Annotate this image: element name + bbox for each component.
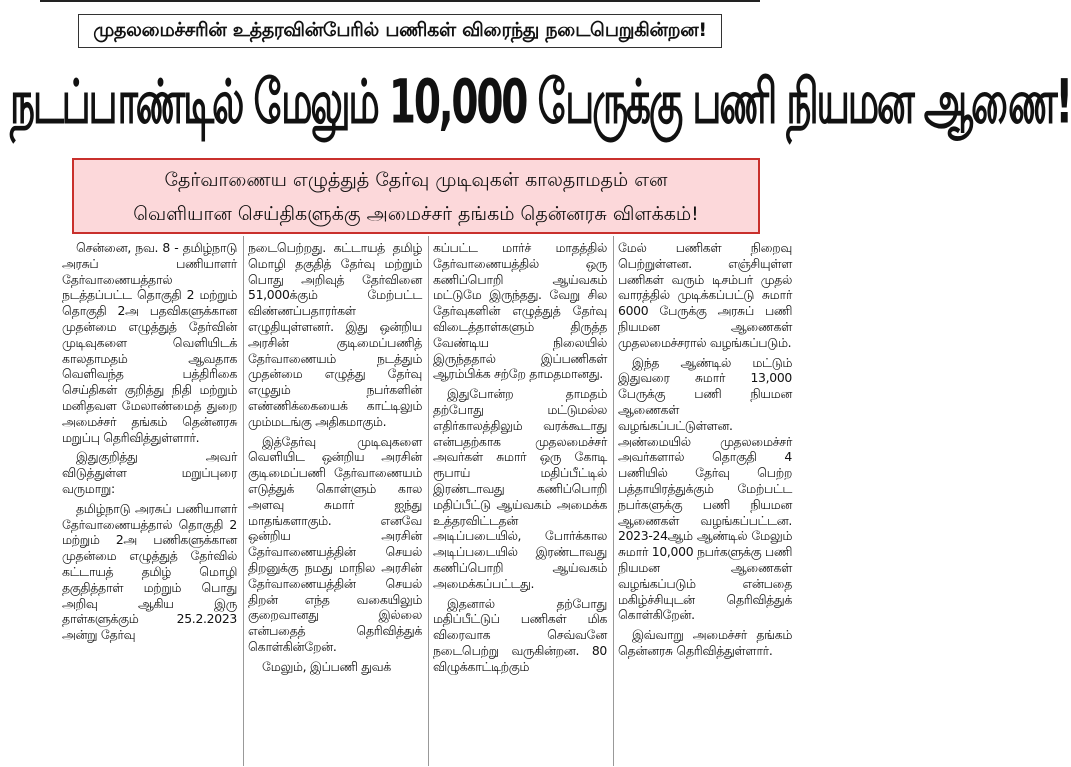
- article-column-1: [58, 236, 243, 766]
- paragraph: கப்பட்ட மார்ச் மாதத்தில் தேர்வாணையத்தில் ஒரு கணிப்பொறி ஆய்வகம் மட்டுமே இருந்தது. வேறு சில தேர்வுகளின் எழுத்துத் தேர்வு விடைத்தாள்களும் திருத்த வேண்டிய நிலையில் இருந்ததால் இப்பணிகள் ஆரம்பிக்க சற்றே தாமதமானது.: [433, 240, 607, 382]
- paragraph: தமிழ்நாடு அரசுப் பணியாளர் தேர்வாணையத்தால் தொகுதி 2 மற்றும் 2அ பணிகளுக்கான முதன்மை எழுத்துத் தேர்வில் கட்டாயத் தமிழ் மொழி தகுதித்தாள் மற்றும் பொது அறிவு ஆகிய இரு தாள்களுக்கும் 25.2.2023 அன்று தேர்வு: [62, 500, 237, 643]
- top-rule: [40, 0, 760, 8]
- paragraph: இவ்வாறு அமைச்சர் தங்கம் தென்னரசு தெரிவித்துள்ளார்.: [618, 627, 792, 658]
- paragraph: மேலும், இப்பணி துவக்: [262, 658, 391, 674]
- kicker: முதலமைச்சரின் உத்தரவின்பேரில் பணிகள் விரைந்து நடைபெறுகின்றன!: [78, 14, 722, 48]
- paragraph: இதனால் தற்போது மதிப்பீட்டுப் பணிகள் மிக விரைவாக செவ்வனே நடைபெற்று வருகின்றன. 80 விழுக்காட்டிற்கும்: [433, 595, 607, 674]
- article-column-2: [243, 236, 428, 766]
- headline: நடப்பாண்டில் மேலும் 10,000 பேருக்கு பணி நியமன ஆணை!: [10, 68, 1071, 139]
- paragraph: இந்த ஆண்டில் மட்டும் இதுவரை சுமார் 13,000 பேருக்கு பணி நியமன ஆணைகள் வழங்கப்பட்டுள்ளன. அண்மையில் முதலமைச்சர் அவர்களால் தொகுதி 4 பணியில் தேர்வு பெற்ற பத்தாயிரத்துக்கும் மேற்பட்ட நபர்களுக்கு பணி நியமன ஆணைகள் வழங்கப்பட்டன. 2023-24ஆம் ஆண்டில் மேலும் சுமார் 10,000 நபர்களுக்கு பணி நியமன ஆணைகள் வழங்கப்படும் என்பதை மகிழ்ச்சியுடன் தெரிவித்துக் கொள்கிறேன்.: [618, 354, 792, 623]
- paragraph: இதுபோன்ற தாமதம் தற்போது மட்டுமல்ல எதிர்காலத்திலும் வரக்கூடாது என்பதற்காக முதலமைச்சர் அவர்கள் சுமார் ஒரு கோடி ரூபாய் மதிப்பீட்டில் இரண்டாவது கணிப்பொறி மதிப்பீட்டு ஆய்வகம் அமைக்க உத்தரவிட்டதன் அடிப்படையில், போர்க்கால அடிப்படையில் இரண்டாவது கணிப்பொறி ஆய்வகம் அமைக்கப்பட்டது.: [433, 386, 607, 591]
- subhead-box: [72, 158, 760, 234]
- paragraph: மேல் பணிகள் நிறைவு பெற்றுள்ளன. எஞ்சியுள்ள பணிகள் வரும் டிசம்பர் முதல் வாரத்தில் முடிக்கப்பட்டு சுமார் 6000 பேருக்கு அரசுப் பணி நியமன ஆணைகள் முதலமைச்சரால் வழங்கப்படும்.: [618, 240, 792, 350]
- article-column-3: [428, 236, 613, 766]
- article-body: [58, 236, 798, 766]
- paragraph: இதுகுறித்து அவர் விடுத்துள்ள மறுப்புரை வருமாறு:: [62, 449, 237, 496]
- article-column-4: [613, 236, 798, 766]
- paragraph: நடைபெற்றது. கட்டாயத் தமிழ் மொழி தகுதித் தேர்வு மற்றும் பொது அறிவுத் தேர்வினை 51,000க்கும் மேற்பட்ட விண்ணப்பதாரர்கள் எழுதியுள்ளனர். இது ஒன்றிய அரசின் குடிமைப்பணித் தேர்வாணையம் நடத்தும் முதன்மை எழுத்து தேர்வு எழுதும் நபர்களின் எண்ணிக்கையைக் காட்டிலும் மும்மடங்கு அதிகமாகும்.: [248, 240, 422, 429]
- subhead-line-2: வெளியான செய்திகளுக்கு அமைச்சர் தங்கம் தென்னரசு விளக்கம்!: [133, 203, 699, 225]
- paragraph: சென்னை, நவ. 8 - தமிழ்நாடு அரசுப் பணியாளர் தேர்வாணையத்தால் நடத்தப்பட்ட தொகுதி 2 மற்றும் தொகுதி 2அ பதவிகளுக்கான முதன்மை எழுத்துத் தேர்வின் முடிவுகளை வெளியிடக் காலதாமதம் ஆவதாக வெளிவந்த பத்திரிகை செய்திகள் குறித்து நிதி மற்றும் மனிதவள மேலாண்மைத் துறை அமைச்சர் தங்கம் தென்னரசு மறுப்பு தெரிவித்துள்ளார்.: [62, 240, 237, 445]
- paragraph: இத்தேர்வு முடிவுகளை வெளியிட ஒன்றிய அரசின் குடிமைப்பணி தேர்வாணையம் எடுத்துக் கொள்ளும் கால அளவு சுமார் ஐந்து மாதங்களாகும். எனவே ஒன்றிய அரசின் தேர்வாணையத்தின் செயல் திறனுக்கு நமது மாநில அரசின் தேர்வாணையத்தின் செயல் திறன் எந்த வகையிலும் குறைவானது இல்லை என்பதைத் தெரிவித்துக் கொள்கின்றேன்.: [248, 433, 422, 654]
- subhead-line-1: தேர்வாணைய எழுத்துத் தேர்வு முடிவுகள் காலதாமதம் என: [164, 169, 668, 191]
